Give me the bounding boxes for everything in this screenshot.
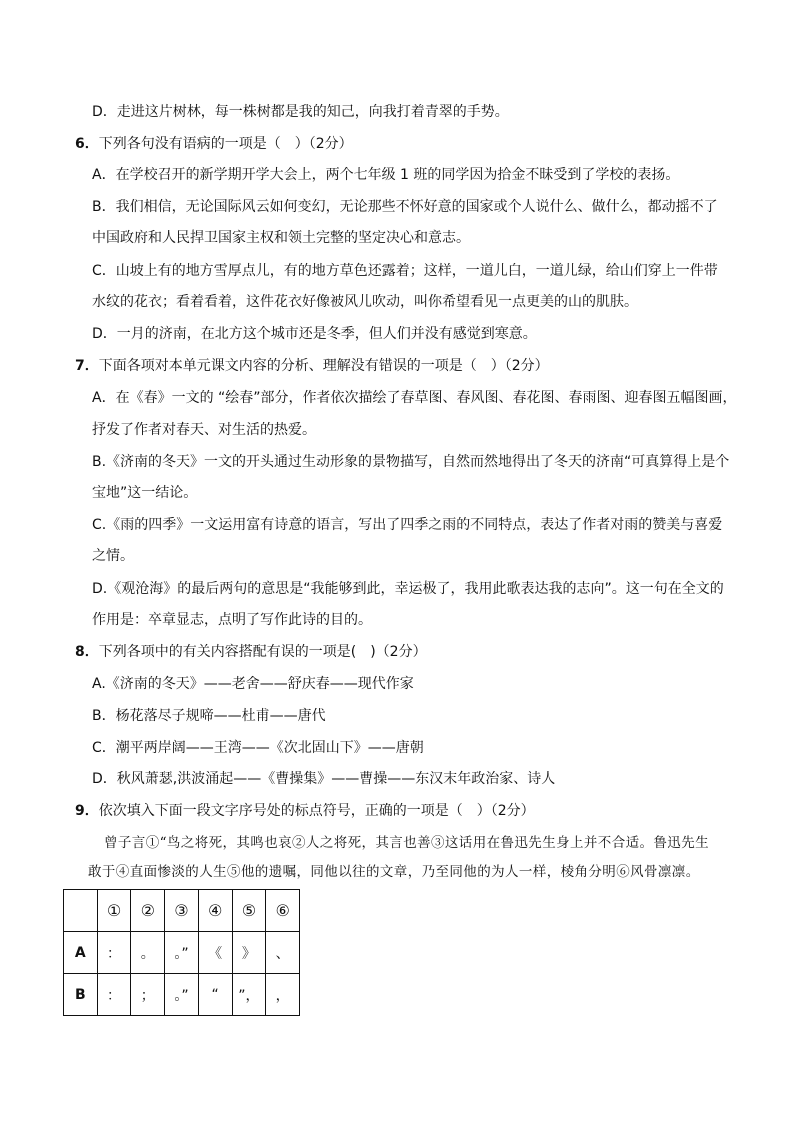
table-cell: 。” [165,974,199,1016]
table-cell: ， [266,974,300,1016]
q7-option-c-line2: 之情。 [92,548,134,564]
table-cell: ： [97,932,131,974]
q6-option-c-line1: C．山坡上有的地方雪厚点儿，有的地方草色还露着；这样，一道儿白，一道儿绿，给山们穿上一件带 [92,263,718,279]
q8-option-a: A.《济南的冬天》——老舍——舒庆春——现代作家 [92,676,414,692]
question-6-stem: 下列各句没有语病的一项是（ ）（2分） [98,136,353,152]
table-cell: ； [131,974,165,1016]
q6-option-b-line1: B．我们相信，无论国际风云如何变幻，无论那些不怀好意的国家或个人说什么、做什么，都动摇不了 [92,199,718,215]
q7-option-d-line1: D.《观沧海》的最后两句的意思是“我能够到此，幸运极了，我用此歌表达我的志向”。这一句在全文的 [92,581,724,597]
table-row [64,932,300,974]
q7-option-a-line2: 抒发了作者对春天、对生活的热爱。 [92,422,316,438]
question-6-number: 6． [75,136,99,152]
q6-option-b-line2: 中国政府和人民捍卫国家主权和领土完整的坚定决心和意志。 [92,230,470,246]
q7-option-b-line1: B.《济南的冬天》一文的开头通过生动形象的景物描写，自然而然地得出了冬天的济南“可真算得上是个 [92,454,730,470]
header-cell-4: ④ [198,890,232,932]
table-cell: 、 [266,932,300,974]
table-cell: ： [97,974,131,1016]
q7-option-d-line2: 作用是：卒章显志，点明了写作此诗的目的。 [92,612,372,628]
q9-passage-line1: 曾子言①“鸟之将死，其鸣也哀②人之将死，其言也善③这话用在鲁迅先生身上并不合适。鲁迅先生 [104,835,709,851]
table-row [64,974,300,1016]
table-cell: 》 [232,932,266,974]
row-label-b: B [64,974,98,1016]
q7-option-c-line1: C.《雨的四季》一文运用富有诗意的语言，写出了四季之雨的不同特点，表达了作者对雨的赞美与喜爱 [92,517,723,533]
q8-option-b: B．杨花落尽子规啼——杜甫——唐代 [92,708,326,724]
header-cell-5: ⑤ [232,890,266,932]
q6-option-d: D．一月的济南，在北方这个城市还是冬季，但人们并没有感觉到寒意。 [92,326,537,342]
question-7-number: 7． [75,358,99,374]
question-8-stem: 下列各项中的有关内容搭配有误的一项是( )（2分） [98,644,427,660]
q6-option-a: A．在学校召开的新学期开学大会上，两个七年级 1 班的同学因为拾金不昧受到了学校的表扬。 [92,167,680,183]
punctuation-options-table [63,889,300,1016]
table-cell: “ [198,974,232,1016]
question-7-stem: 下面各项对本单元课文内容的分析、理解没有错误的一项是（ ）（2分） [98,358,549,374]
header-cell-6: ⑥ [266,890,300,932]
q9-passage-line2: 敢于④直面惨淡的人生⑤他的遗嘱，同他以往的文章，乃至同他的为人一样，棱角分明⑥风骨凛凛。 [88,864,700,880]
q8-option-c: C．潮平两岸阔——王湾——《次北固山下》——唐朝 [92,740,424,756]
header-cell-1: ① [97,890,131,932]
header-cell-3: ③ [165,890,199,932]
question-8 [75,642,427,662]
table-header-row [64,890,300,932]
question-8-number: 8． [75,644,99,660]
question-9 [75,801,535,821]
question-6 [75,134,353,154]
q7-option-b-line2: 宝地”这一结论。 [92,485,198,501]
header-cell-2: ② [131,890,165,932]
table-cell: ”， [232,974,266,1016]
q6-option-c-line2: 水纹的花衣；看着看着，这件花衣好像被风儿吹动，叫你希望看见一点更美的山的肌肤。 [92,294,638,310]
table-cell: 《 [198,932,232,974]
table-cell: 。 [131,932,165,974]
row-label-a: A [64,932,98,974]
q8-option-d: D．秋风萧瑟,洪波涌起——《曹操集》——曹操——东汉末年政治家、诗人 [92,771,556,787]
table-cell: 。” [165,932,199,974]
q7-option-a-line1: A．在《春》一文的 “绘春”部分，作者依次描绘了春草图、春风图、春花图、春雨图、迎春图五幅图画， [92,390,737,406]
question-7 [75,356,549,376]
q5-option-d: D．走进这片树林，每一株树都是我的知己，向我打着青翠的手势。 [92,104,509,120]
question-9-stem: 依次填入下面一段文字序号处的标点符号，正确的一项是（ ）（2分） [98,803,535,819]
question-9-number: 9． [75,803,99,819]
table-corner-cell [64,890,98,932]
